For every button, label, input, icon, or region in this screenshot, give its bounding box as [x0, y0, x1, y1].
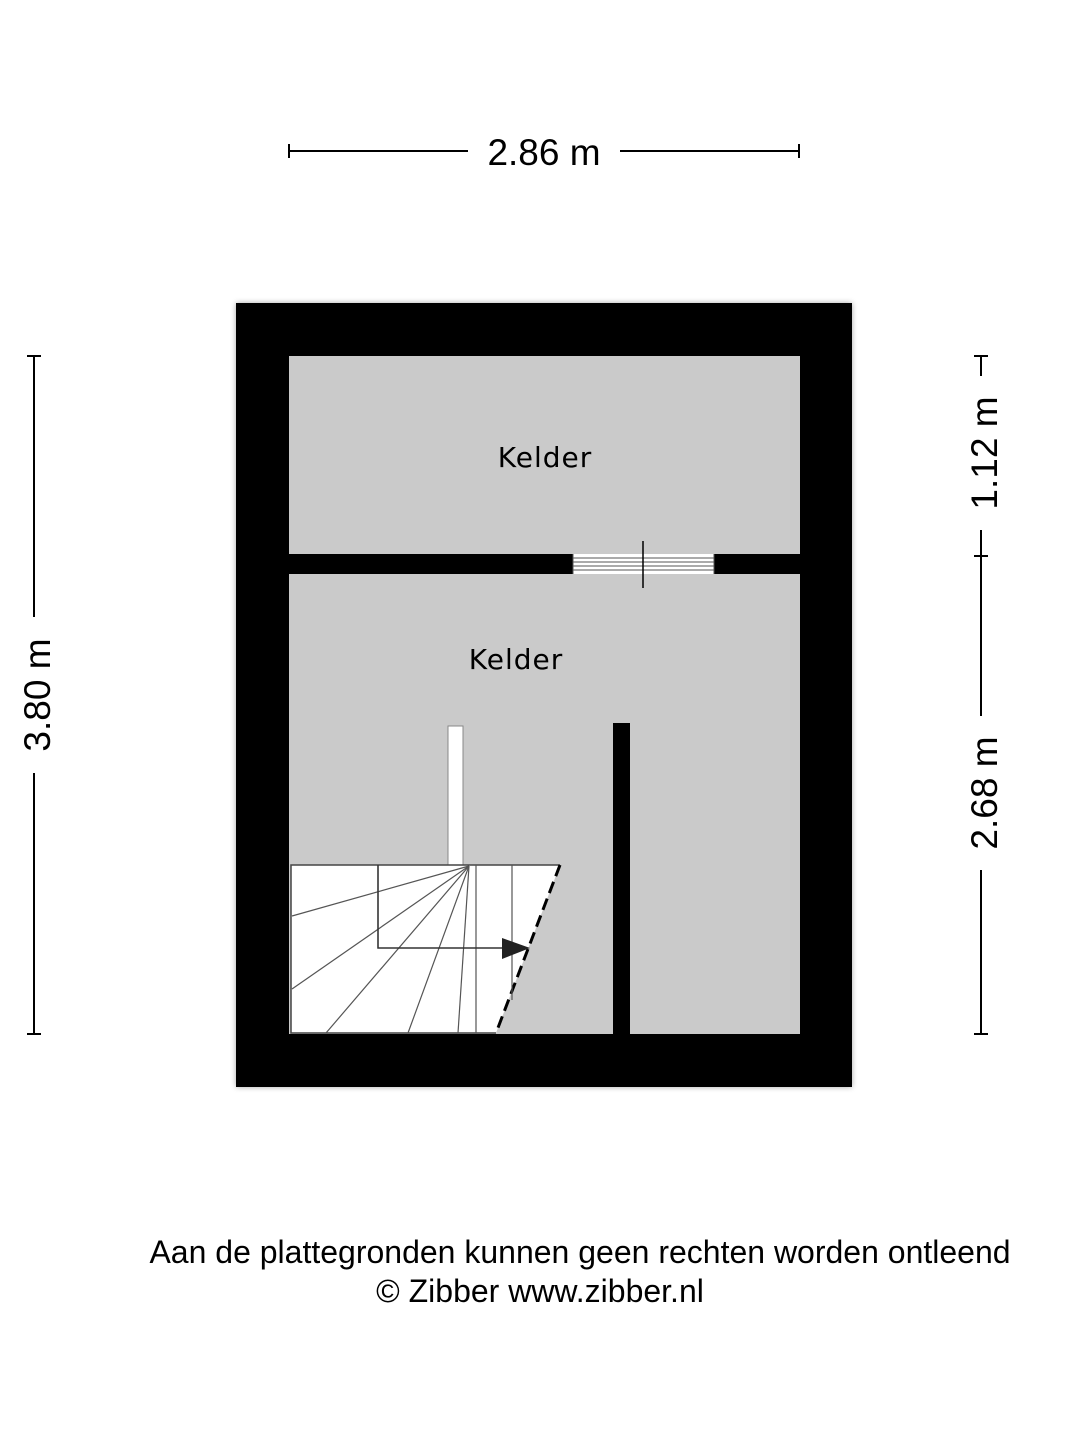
dimension-width [289, 132, 799, 173]
width-label: 2.86 m [487, 132, 601, 173]
partition-wall [613, 723, 630, 1034]
copyright-text: © Zibber www.zibber.nl [376, 1273, 704, 1309]
dimension-height-total [17, 356, 58, 1034]
dimension-height-segments [964, 356, 1005, 1034]
room-label-lower: Kelder [468, 643, 564, 676]
white-post [448, 726, 463, 865]
height-total-label: 3.80 m [17, 638, 58, 752]
disclaimer-text: Aan de plattegronden kunnen geen rechten worden ontleend [149, 1234, 1011, 1270]
height-upper-label: 1.12 m [964, 396, 1005, 510]
height-lower-label: 2.68 m [964, 736, 1005, 850]
room-label-upper: Kelder [497, 441, 593, 474]
